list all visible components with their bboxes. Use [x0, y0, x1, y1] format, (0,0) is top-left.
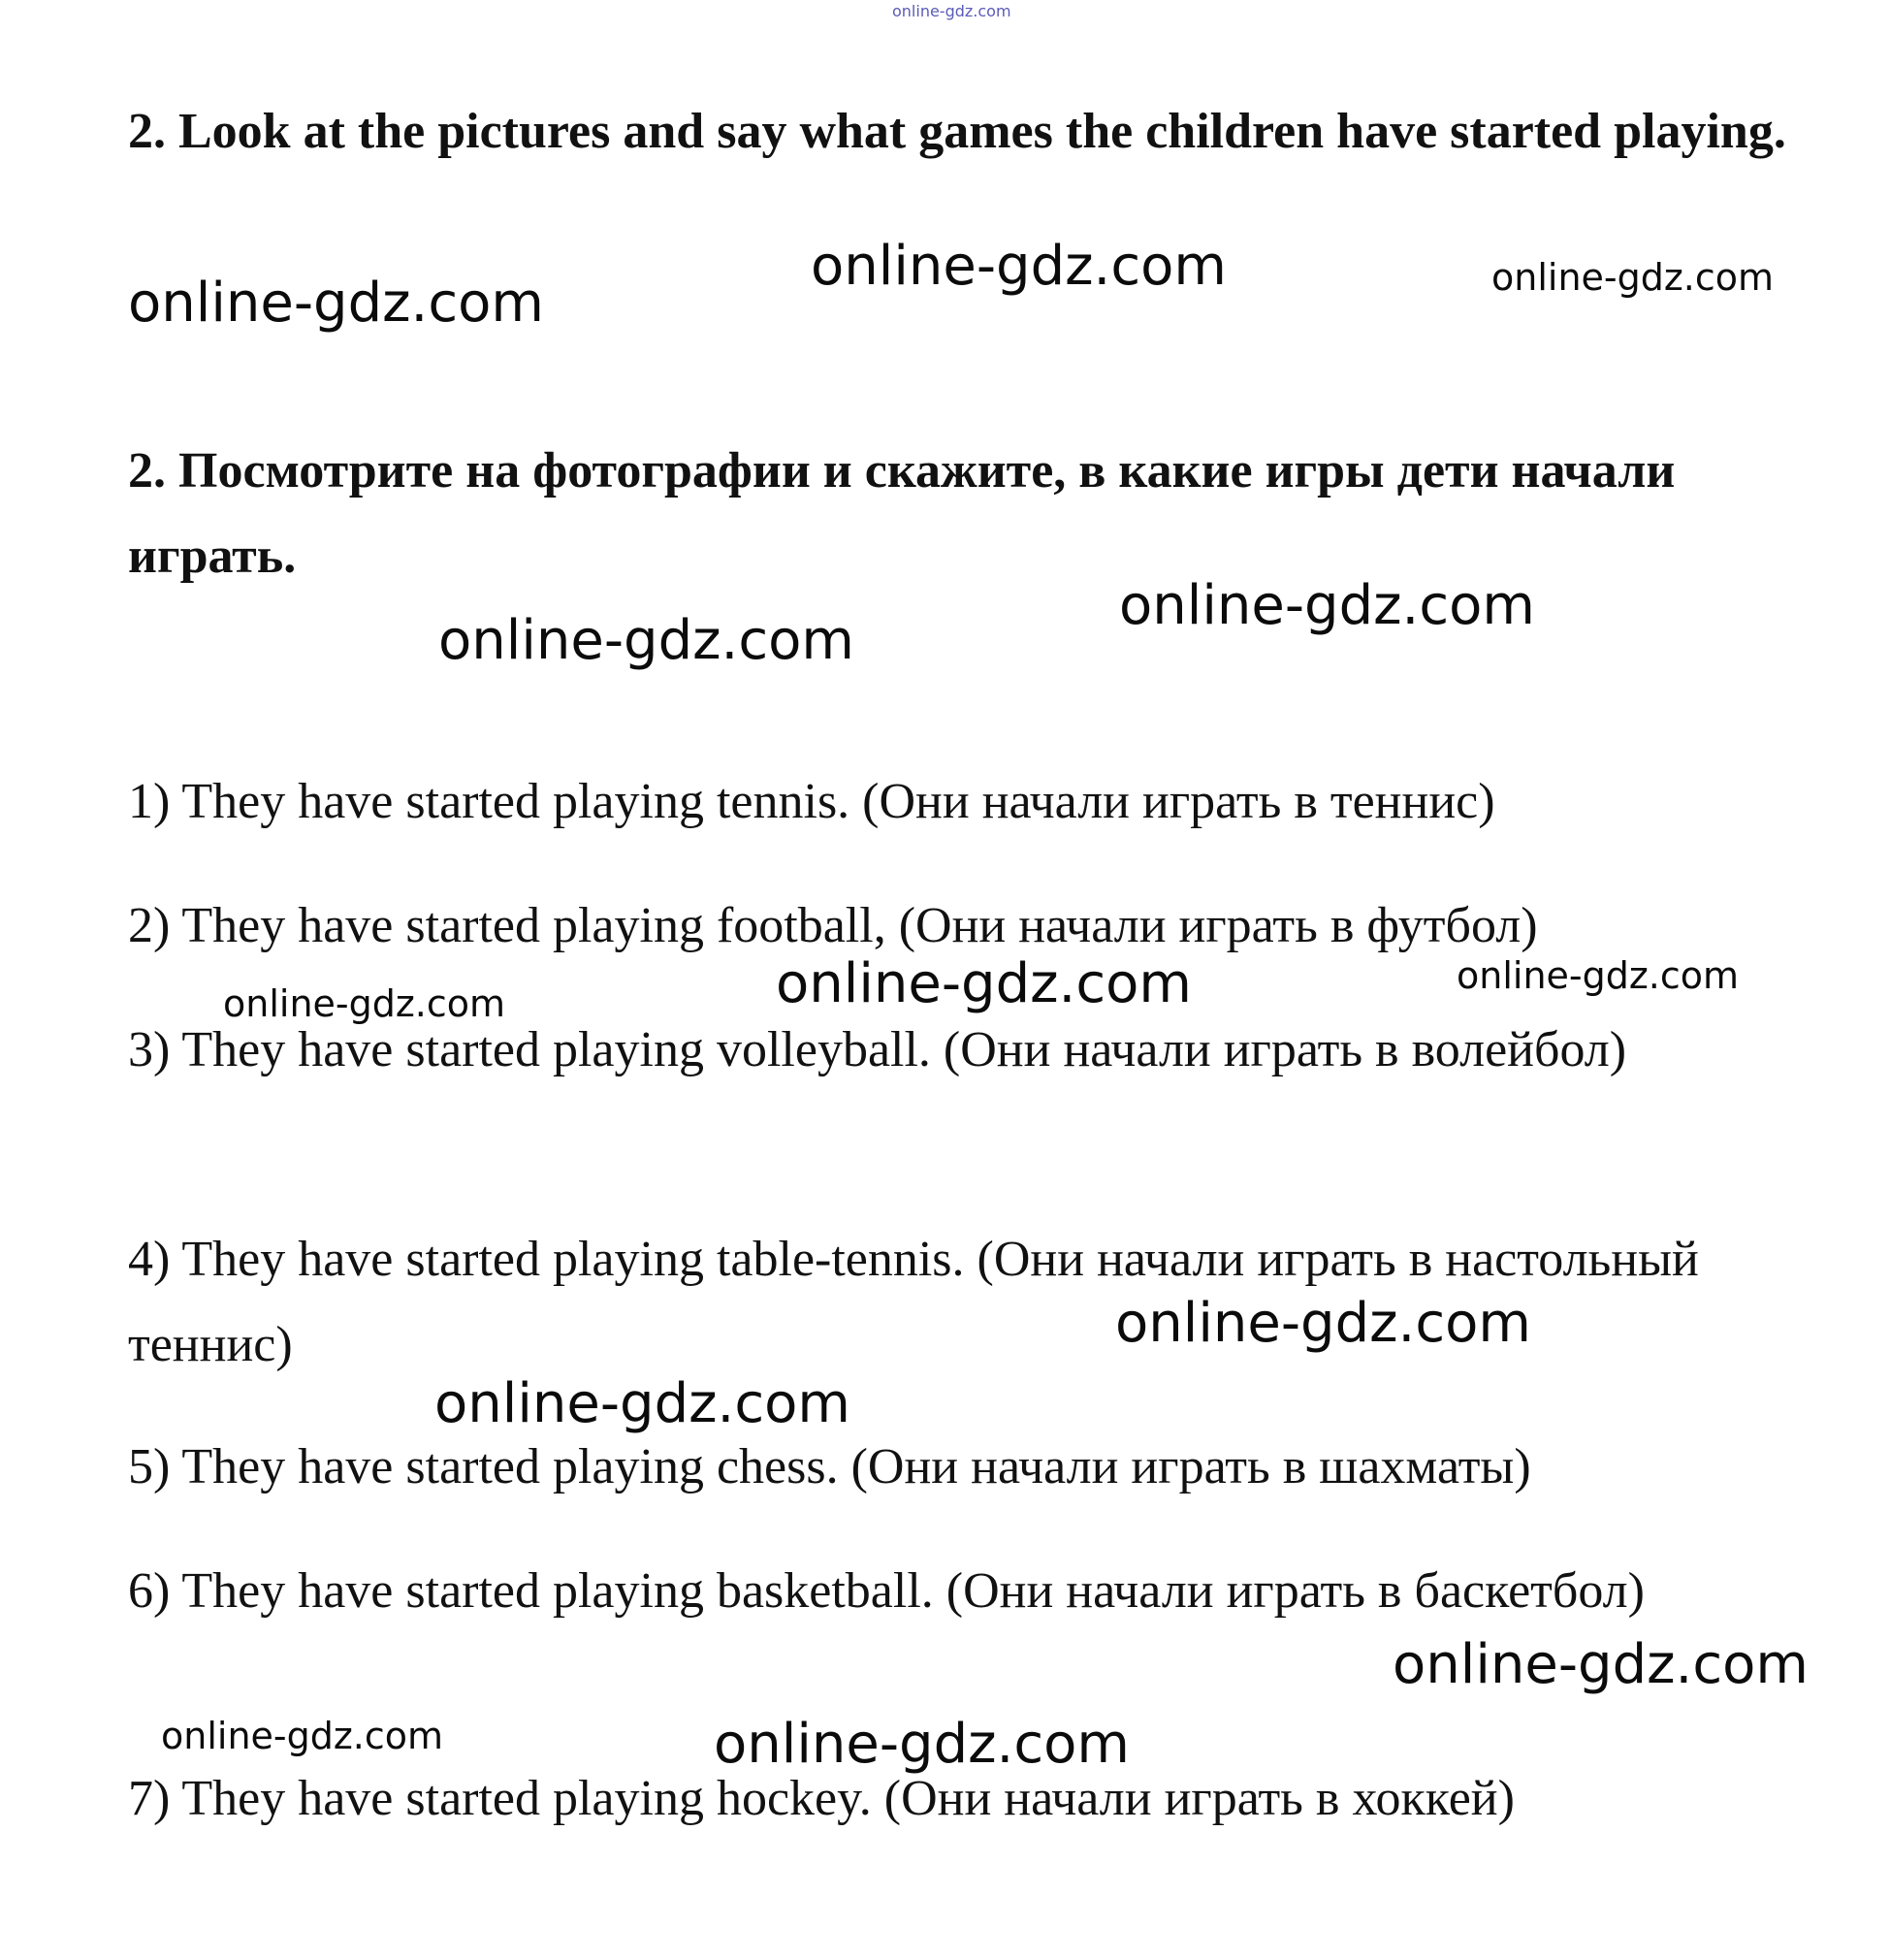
watermark: online-gdz.com: [714, 1713, 1130, 1776]
answer-4: 4) They have started playing table-tennis. (Они начали играть в настольный теннис): [128, 1232, 1699, 1372]
task-title-english: 2. Look at the pictures and say what games the children have started playing.: [128, 104, 1786, 159]
answer-1: 1) They have started playing tennis. (Они начали играть в теннис): [128, 774, 1495, 829]
answer-5: 5) They have started playing chess. (Они начали играть в шахматы): [128, 1439, 1531, 1494]
watermark: online-gdz.com: [1393, 1633, 1809, 1696]
task-title-russian: 2. Посмотрите на фотографии и скажите, в какие игры дети начали играть.: [128, 443, 1676, 584]
watermark: online-gdz.com: [223, 982, 506, 1025]
watermark: online-gdz.com: [1491, 256, 1775, 299]
answer-6: 6) They have started playing basketball. (Они начали играть в баскетбол): [128, 1563, 1645, 1619]
answer-3: 3) They have started playing volleyball. (Они начали играть в волейбол): [128, 1022, 1627, 1077]
watermark: online-gdz.com: [1457, 954, 1740, 997]
header-watermark: online-gdz.com: [892, 2, 1011, 20]
answer-2: 2) They have started playing football, (Они начали играть в футбол): [128, 898, 1538, 953]
watermark: online-gdz.com: [811, 235, 1227, 298]
watermark: online-gdz.com: [434, 1372, 850, 1435]
watermark: online-gdz.com: [128, 272, 544, 335]
answer-7: 7) They have started playing hockey. (Они начали играть в хоккей): [128, 1771, 1515, 1826]
watermark: online-gdz.com: [438, 609, 854, 672]
watermark: online-gdz.com: [161, 1715, 444, 1757]
watermark: online-gdz.com: [776, 952, 1192, 1015]
watermark: online-gdz.com: [1115, 1292, 1531, 1355]
watermark: online-gdz.com: [1119, 574, 1535, 637]
